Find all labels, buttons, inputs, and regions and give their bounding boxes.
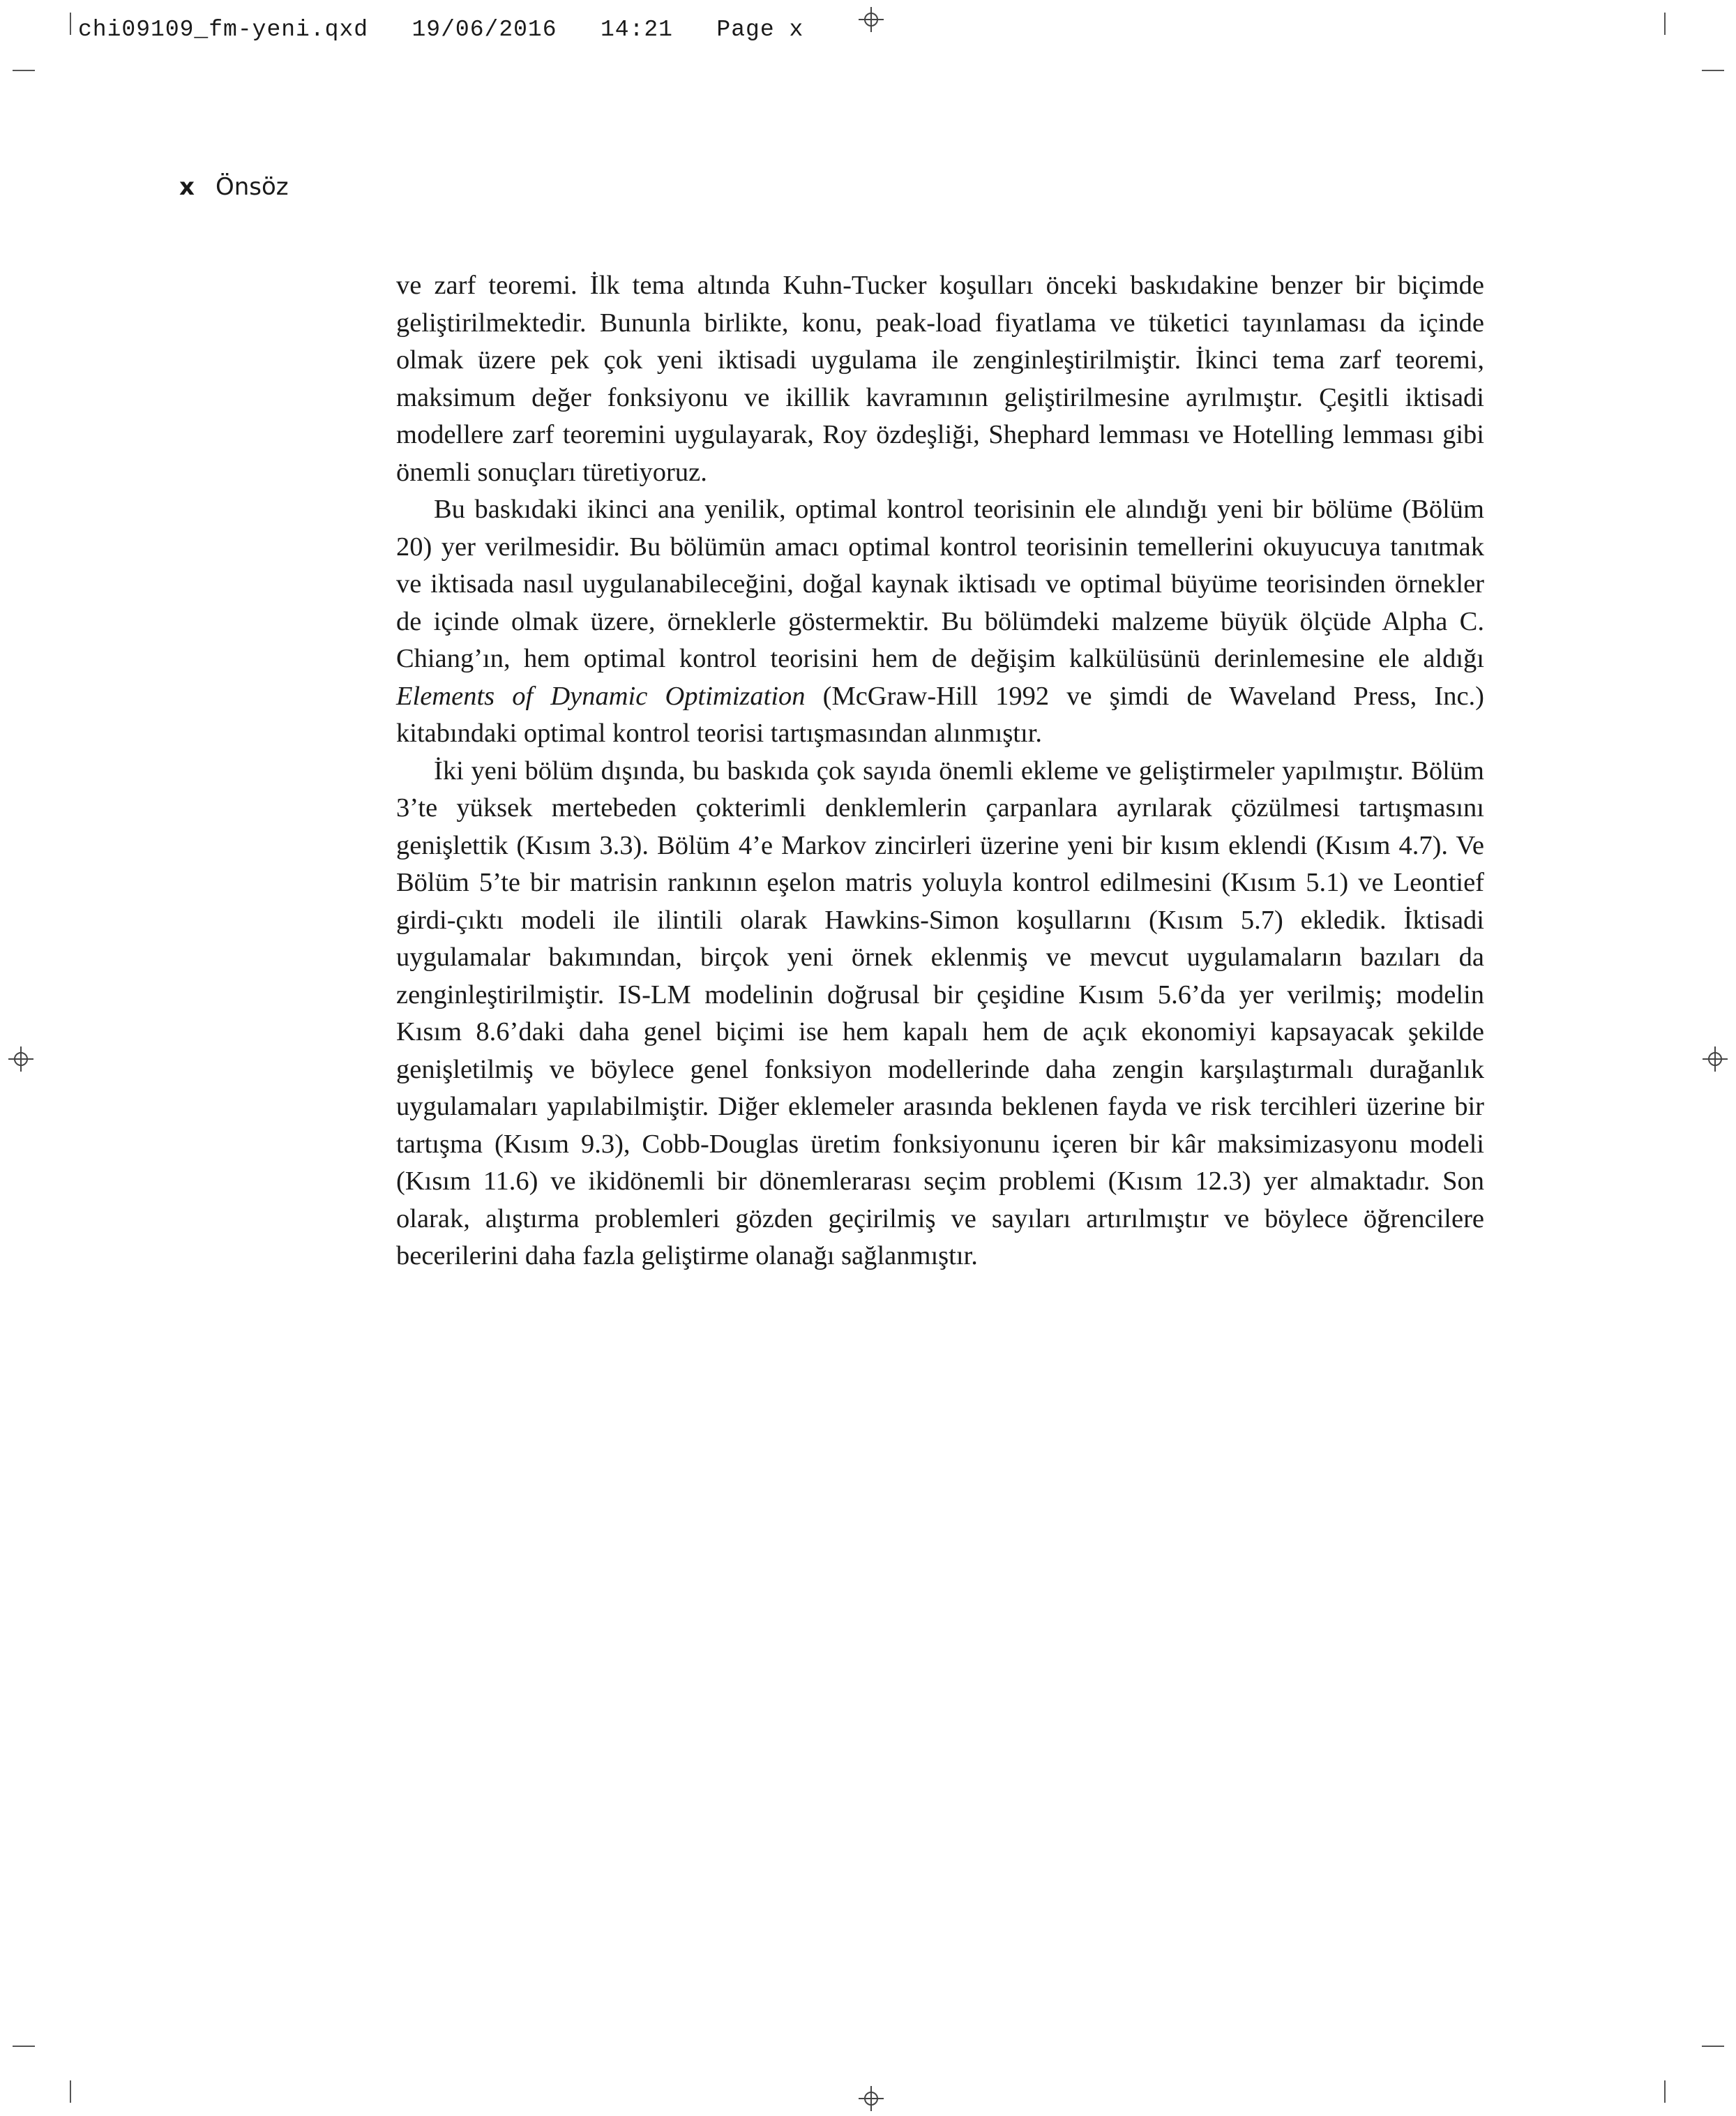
crop-mark-top-left <box>70 13 71 35</box>
paragraph-1: ve zarf teoremi. İlk tema altında Kuhn-Tucker koşulları önceki baskıdakine benzer bir biçimde geliştirilmektedir. Bununla birlikte, konu, peak-load fiyatlama ve tüketici tayınlaması da içinde olmak üzere pek çok yeni iktisadi uygulama ile zenginleştirilmiştir. İkinci tema zarf teoremi, maksimum değer fonksiyonu ve ikillik kavramının geliştirilmesine ayrılmıştır. Çeşitli iktisadi modellere zarf teoremini uygulayarak, Roy özdeşliği, Shephard lemması ve Hotelling lemması gibi önemli sonuçları türetiyoruz. <box>396 271 1484 487</box>
slug-page-label: Page x <box>716 17 804 43</box>
chapter-title: Önsöz <box>215 173 289 201</box>
slug-date: 19/06/2016 <box>412 17 557 43</box>
running-head <box>179 173 289 201</box>
registration-mark-top <box>859 7 884 32</box>
crop-mark-right-top <box>1702 70 1724 71</box>
slug-time: 14:21 <box>600 17 673 43</box>
crop-mark-bottom-left <box>70 2080 71 2103</box>
paragraph-3: İki yeni bölüm dışında, bu baskıda çok sayıda önemli ekleme ve geliştirmeler yapılmıştır. Bölüm 3’te yüksek mertebeden çokterimli denklemlerin çarpanlara ayrılarak çözülmesi tartışmasını genişlettik (Kısım 3.3). Bölüm 4’e Markov zincirleri üzerine yeni bir kısım eklendi (Kısım 4.7). Ve Bölüm 5’te bir matrisin rankının eşelon matris yoluyla kontrol edilmesini (Kısım 5.1) ve Leontief girdi-çıktı modeli ile ilintili olarak Hawkins-Simon koşullarını (Kısım 5.7) ekledik. İktisadi uygulamalar bakımından, birçok yeni örnek eklenmiş ve mevcut uygulamaların bazıları da zenginleştirilmiştir. IS-LM modelinin doğrusal bir çeşidine Kısım 5.6’da yer verilmiş; modelin Kısım 8.6’daki daha genel biçimi ise hem kapalı hem de açık ekonomiyi kapsayacak şekilde genişletilmiş ve böylece genel fonksiyon modellerinde daha zengin karşılaştırmalı durağanlık uygulamaları yapılabilmiştir. Diğer eklemeler arasında beklenen fayda ve risk tercihleri üzerine bir tartışma (Kısım 9.3), Cobb-Douglas üretim fonksiyonunu içeren bir kâr maksimizasyonu modeli (Kısım 11.6) ve ikidönemli bir dönemlerarası seçim problemi (Kısım 12.3) yer almaktadır. Son olarak, alıştırma problemleri gözden geçirilmiş ve sayıları artırılmıştır ve böylece öğrencilere becerilerini daha fazla geliştirme olanağı sağlanmıştır. <box>396 756 1484 1270</box>
crop-mark-bottom-right <box>1664 2080 1666 2103</box>
paragraph-2-text-before: Bu baskıdaki ikinci ana yenilik, optimal kontrol teorisinin ele alındığı yeni bir bölüme (Bölüm 20) yer verilmesidir. Bu bölümün amacı optimal kontrol teorisinin temellerini okuyucuya tanıtmak ve iktisada nasıl uygulanabileceğini, doğal kaynak iktisadı ve optimal büyüme teorisinden örnekler de içinde olmak üzere, örneklerle göstermektir. Bu bölümdeki malzeme büyük ölçüde Alpha C. Chiang’ın, hem optimal kontrol teorisini hem de değişim kalkülüsünü derinlemesine ele aldığı <box>396 495 1484 673</box>
print-slug <box>78 17 803 43</box>
crop-mark-top-right <box>1664 13 1666 35</box>
registration-mark-right <box>1703 1046 1728 1072</box>
paragraph-2 <box>396 491 1484 753</box>
crop-mark-left-bottom <box>13 2046 35 2047</box>
crop-mark-left-top <box>13 70 35 71</box>
registration-mark-left <box>8 1046 33 1072</box>
slug-filename: chi09109_fm-yeni.qxd <box>78 17 369 43</box>
paragraph-2-text-after: (McGraw-Hill 1992 ve şimdi de Waveland Press, Inc.) kitabındaki optimal kontrol teorisi tartışmasından alınmıştır. <box>396 681 1485 748</box>
crop-mark-right-bottom <box>1702 2046 1724 2047</box>
registration-mark-bottom <box>859 2086 884 2111</box>
book-title: Elements of Dynamic Optimization <box>396 681 806 711</box>
body-text <box>396 267 1484 1275</box>
page-folio: x <box>179 173 195 201</box>
